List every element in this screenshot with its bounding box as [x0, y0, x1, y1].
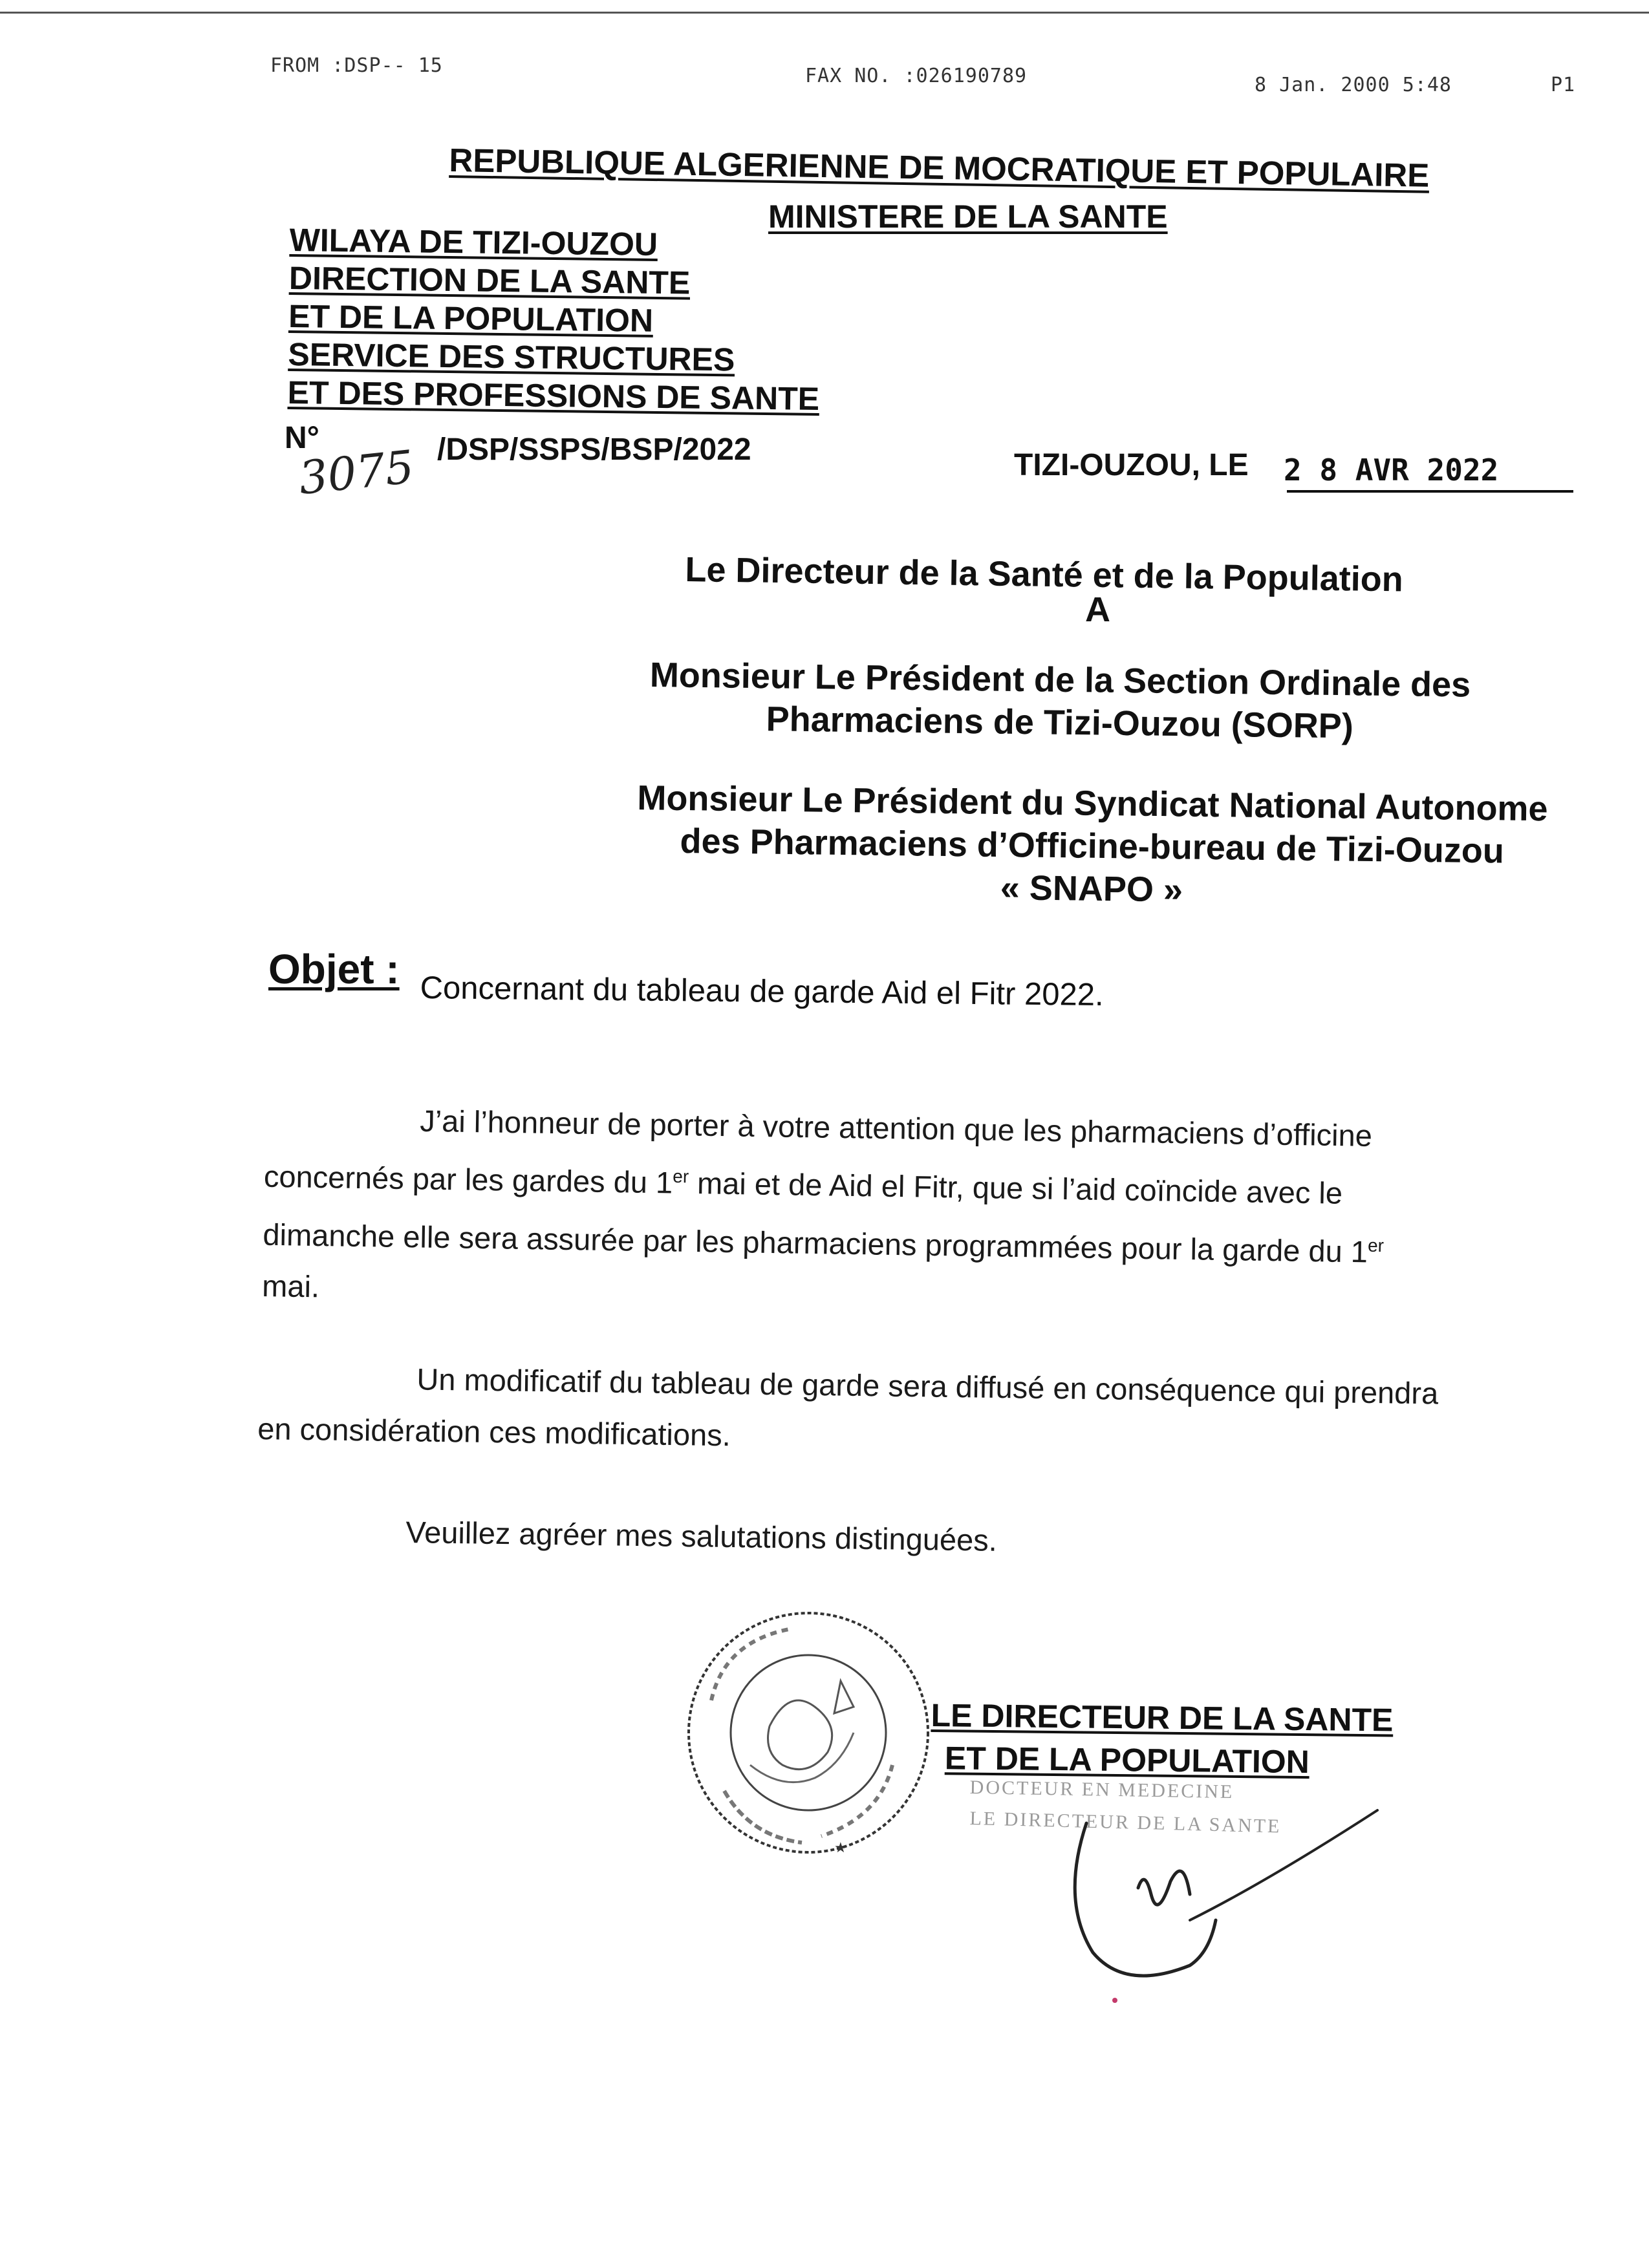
objet-label: Objet :: [268, 946, 400, 992]
republic-title: REPUBLIQUE ALGERIENNE DE MOCRATIQUE ET POPULAIRE: [449, 141, 1430, 194]
date-stamp: 2 8 AVR 2022: [1284, 453, 1499, 487]
office-line-1: WILAYA DE TIZI-OUZOU: [289, 221, 658, 262]
office-line-4: SERVICE DES STRUCTURES: [288, 336, 735, 378]
objet-text: Concernant du tableau de garde Aid el Fitr 2022.: [420, 970, 1104, 1013]
p2-line-2: en considération ces modifications.: [257, 1411, 731, 1453]
fax-number: FAX NO. :026190789: [805, 65, 1028, 87]
p1-superscript-2: er: [1367, 1235, 1385, 1256]
office-line-3: ET DE LA POPULATION: [288, 297, 654, 339]
fax-top-rule: [0, 12, 1649, 14]
issuing-office-block: [287, 221, 821, 418]
office-line-2: DIRECTION DE LA SANTE: [288, 259, 691, 301]
fax-page: P1: [1551, 74, 1576, 96]
handwritten-signature: [1061, 1797, 1397, 1991]
ministry-title: MINISTERE DE LA SANTE: [768, 198, 1168, 235]
p1-line-3-text: dimanche elle sera assurée par les pharmaciens programmées pour la garde du 1: [263, 1217, 1368, 1269]
closing-line: Veuillez agréer mes salutations distinguées.: [405, 1514, 998, 1557]
faint-stamp-line-1: DOCTEUR EN MEDECINE: [969, 1777, 1234, 1803]
signature-line-2: ET DE LA POPULATION: [944, 1740, 1310, 1781]
recipient-snapo-line-2: des Pharmaciens d’Officine-bureau de Tizi-Ouzou: [680, 821, 1505, 871]
p1-line-2-start: concernés par les gardes du 1: [263, 1159, 673, 1200]
fax-date-time: 8 Jan. 2000 5:48: [1255, 74, 1452, 96]
p1-line-1: J’ai l’honneur de porter à votre attention que les pharmaciens d’officine: [419, 1103, 1373, 1153]
p2-line-1: Un modificatif du tableau de garde sera diffusé en conséquence qui prendra: [416, 1362, 1439, 1411]
signature-title-block: [931, 1694, 1394, 1784]
p1-superscript-1: er: [673, 1166, 689, 1187]
reference-handwritten-number: 3075: [296, 440, 416, 506]
addressee-preposition: A: [1085, 590, 1110, 629]
recipient-sorp: [594, 653, 1526, 750]
ink-mark: [1112, 1998, 1117, 2003]
sender-line: Le Directeur de la Santé et de la Population: [685, 550, 1404, 599]
recipient-snapo: [574, 776, 1610, 917]
body-paragraph-1: [262, 1093, 1386, 1329]
office-line-5: ET DES PROFESSIONS DE SANTE: [287, 374, 820, 418]
recipient-snapo-line-3: « SNAPO »: [1000, 868, 1183, 910]
fax-from: FROM :DSP-- 15: [270, 54, 443, 77]
date-underline: [1287, 490, 1573, 493]
reference-code: /DSP/SSPS/BSP/2022: [437, 433, 751, 467]
recipient-sorp-line-2: Pharmaciens de Tizi-Ouzou (SORP): [766, 700, 1354, 746]
faint-stamp-line-2: LE DIRECTEUR DE LA SANTE: [969, 1808, 1282, 1837]
p1-line-4: mai.: [261, 1268, 320, 1304]
recipient-sorp-line-1: Monsieur Le Président de la Section Ordinale des: [649, 656, 1471, 705]
svg-text:★: ★: [834, 1840, 847, 1856]
official-seal: [673, 1597, 944, 1868]
place-date-label: TIZI-OUZOU, LE: [1014, 448, 1249, 482]
p1-line-2-end: mai et de Aid el Fitr, que si l’aid coïncide avec le: [688, 1165, 1343, 1210]
body-paragraph-2: [257, 1351, 1439, 1471]
signature-line-1: LE DIRECTEUR DE LA SANTE: [931, 1696, 1394, 1738]
recipient-snapo-line-1: Monsieur Le Président du Syndicat National Autonome: [637, 778, 1548, 829]
reference-prefix: N°: [285, 421, 319, 455]
